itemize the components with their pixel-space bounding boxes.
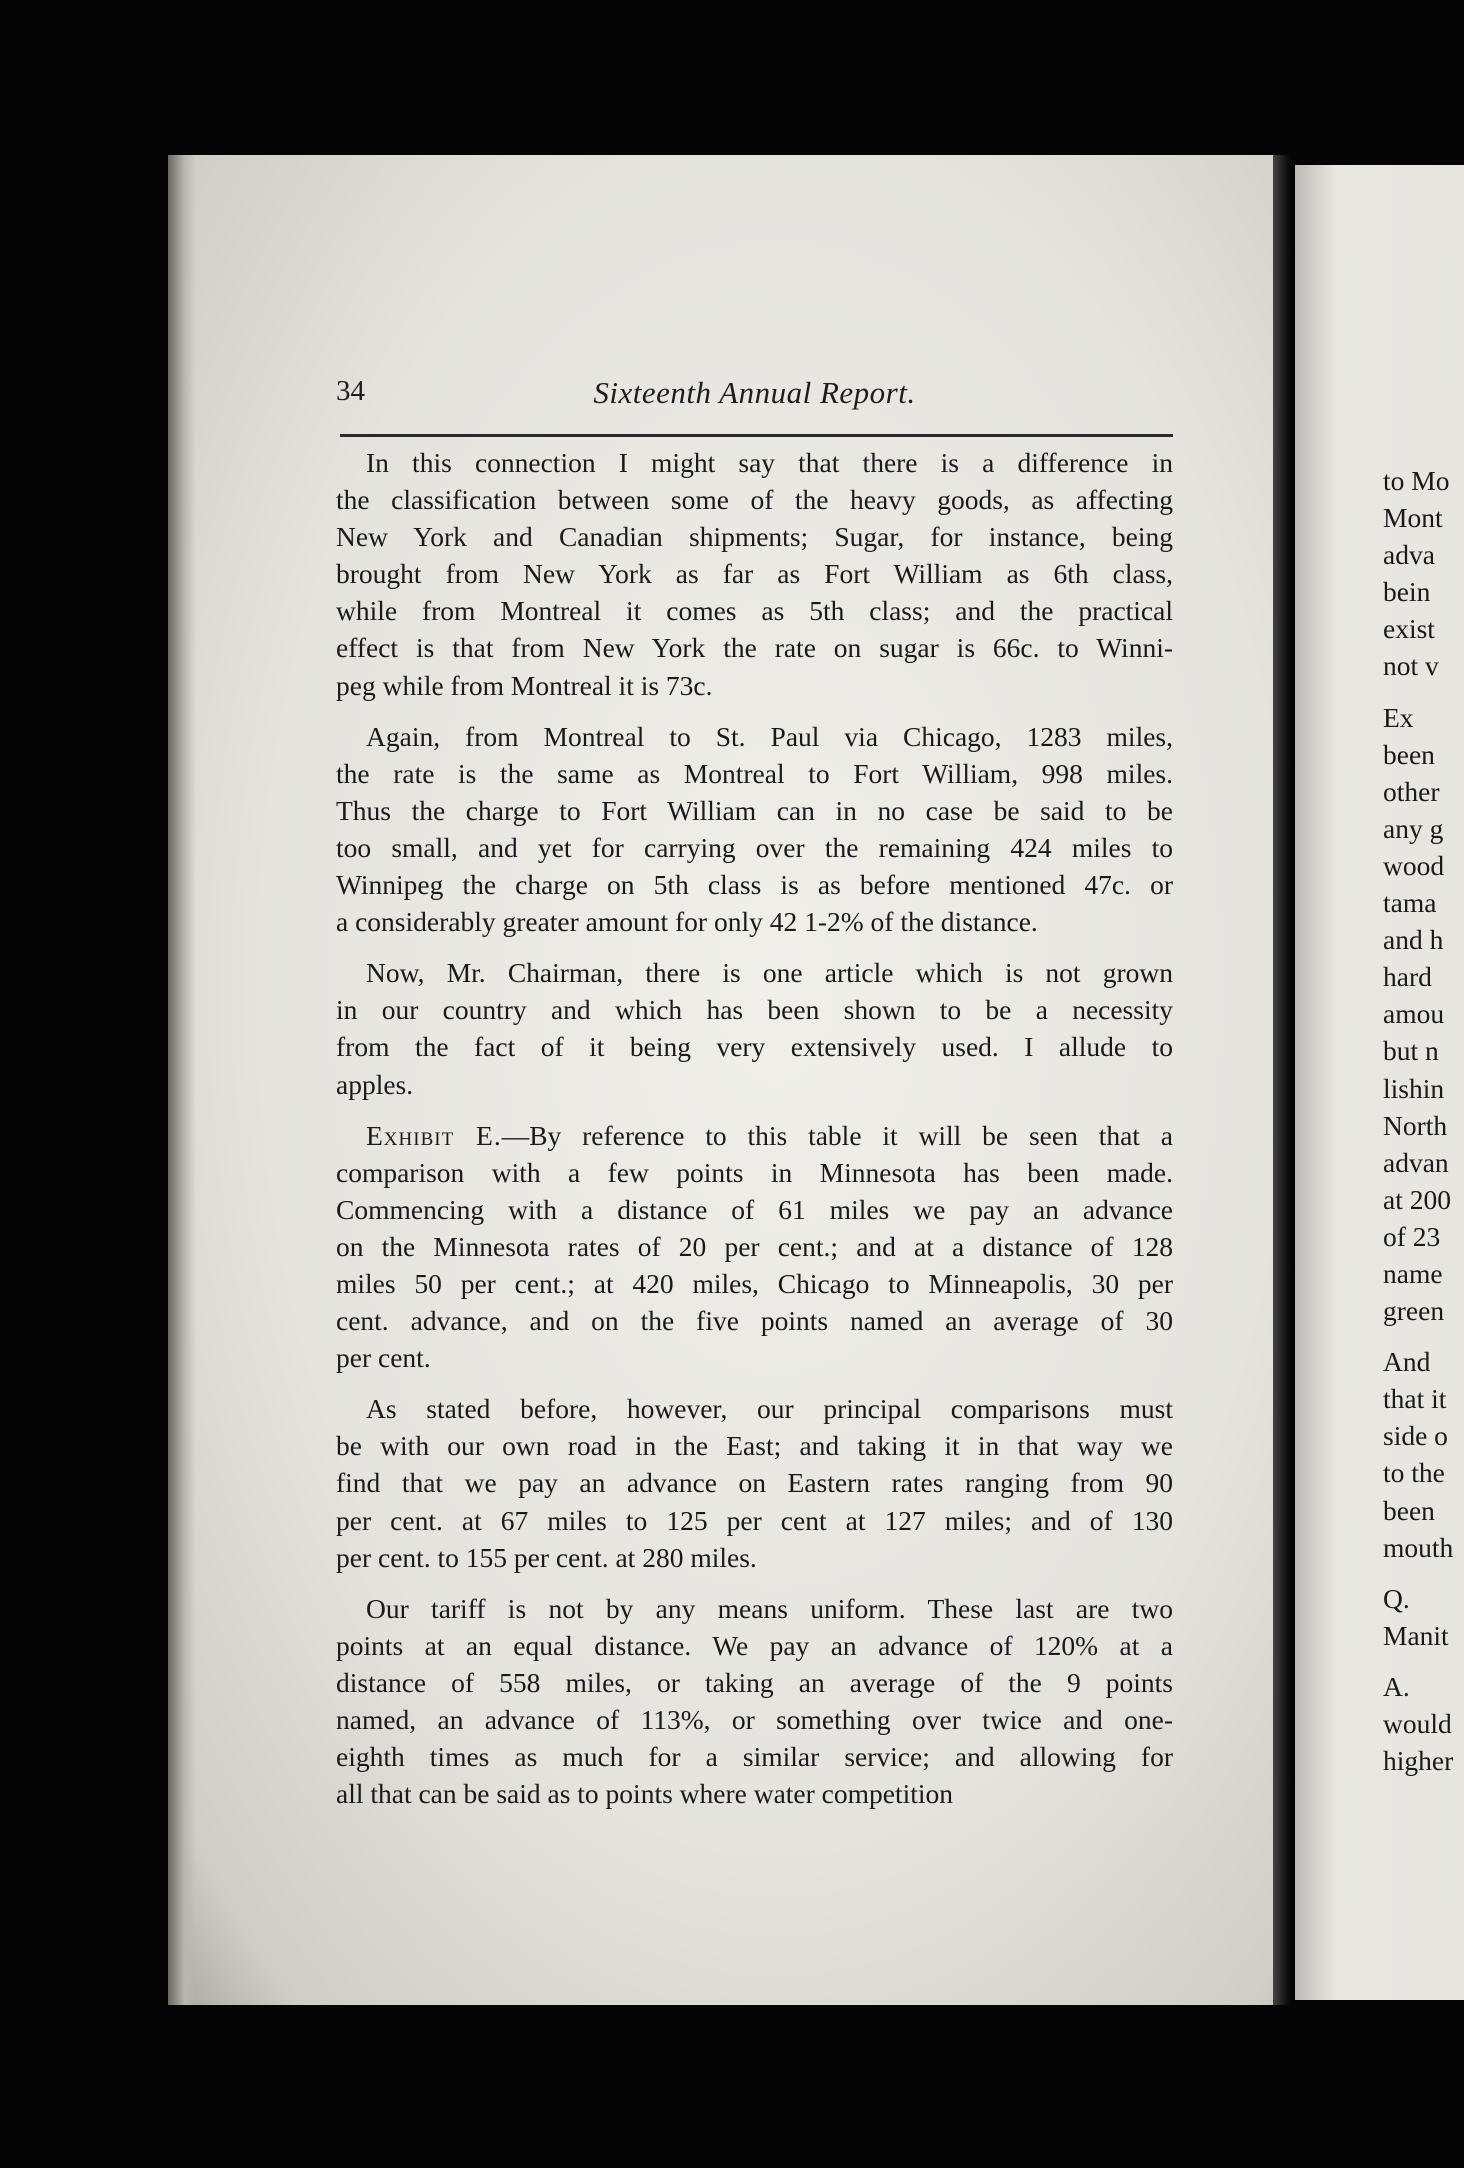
facing-line-fragment: other [1383, 775, 1440, 807]
facing-line-fragment: A. [1383, 1670, 1410, 1702]
paragraph [336, 1117, 1173, 1377]
text-line: eighth times as much for a similar service; and allowing for [336, 1741, 1173, 1773]
paragraph [336, 1590, 1173, 1813]
facing-line-fragment: that it [1383, 1383, 1447, 1415]
text-line: brought from New York as far as Fort William as 6th class, [336, 558, 1173, 590]
fragment-gap [1383, 1329, 1464, 1343]
text-line: the rate is the same as Montreal to Fort William, 998 miles. [336, 757, 1173, 789]
text-line: Winnipeg the charge on 5th class is as before mentioned 47c. or [336, 869, 1173, 901]
text-line: comparison with a few points in Minnesota has been made. [336, 1156, 1173, 1188]
book-gutter [1273, 155, 1295, 2005]
facing-line-fragment: been [1383, 738, 1435, 770]
text-line-rest: —By reference to this table it will be seen that a [501, 1119, 1173, 1151]
text-line: be with our own road in the East; and taking it in that way we [336, 1430, 1173, 1462]
facing-line-fragment: Manit [1383, 1619, 1449, 1651]
text-line: peg while from Montreal it is 73c. [336, 669, 713, 701]
facing-line-fragment: would [1383, 1708, 1452, 1739]
text-line: too small, and yet for carrying over the remaining 424 miles to [336, 831, 1173, 863]
text-line: cent. advance, and on the five points named an average of 30 [336, 1305, 1173, 1337]
paragraph [336, 718, 1173, 941]
facing-line-fragment: lishin [1383, 1072, 1445, 1104]
facing-line-fragment: not v [1383, 650, 1439, 682]
facing-line-fragment: to the [1383, 1457, 1445, 1489]
text-line: find that we pay an advance on Eastern rates ranging from 90 [336, 1467, 1173, 1499]
paragraph [336, 444, 1173, 704]
facing-line-fragment: at 200 [1383, 1183, 1451, 1215]
text-line [336, 1117, 1173, 1154]
text-line: while from Montreal it comes as 5th class; and the practical [336, 595, 1173, 627]
text-line: points at an equal distance. We pay an advance of 120% at a [336, 1629, 1173, 1661]
header-rule [340, 434, 1173, 437]
text-line: distance of 558 miles, or taking an average of the 9 points [336, 1666, 1173, 1698]
text-line: Thus the charge to Fort William can in no case be said to be [336, 794, 1173, 826]
text-line: in our country and which has been shown to be a necessity [336, 994, 1173, 1026]
text-line: per cent. at 67 miles to 125 per cent at 127 miles; and of 130 [336, 1504, 1173, 1536]
text-line: Our tariff is not by any means uniform. These last are two [366, 1592, 1173, 1624]
fragment-gap [1383, 685, 1464, 699]
facing-line-fragment: advan [1383, 1146, 1449, 1178]
facing-line-fragment: side o [1383, 1420, 1448, 1452]
text-line: New York and Canadian shipments; Sugar, for instance, being [336, 521, 1173, 553]
facing-line-fragment: Mont [1383, 502, 1443, 534]
facing-line-fragment: bein [1383, 576, 1431, 608]
paragraph [336, 1390, 1173, 1575]
text-line: Again, from Montreal to St. Paul via Chicago, 1283 miles, [366, 720, 1173, 752]
facing-line-fragment: And [1383, 1346, 1431, 1378]
text-line: effect is that from New York the rate on sugar is 66c. to Winni- [336, 632, 1173, 664]
text-line: from the fact of it being very extensively used. I allude to [336, 1031, 1173, 1063]
facing-line-fragment: North [1383, 1109, 1448, 1141]
text-line: per cent. [336, 1342, 431, 1374]
facing-line-fragment: name [1383, 1257, 1443, 1289]
fragment-gap [1383, 1654, 1464, 1668]
text-line: Commencing with a distance of 61 miles we pay an advance [336, 1193, 1173, 1225]
exhibit-label: Exhibit E. [366, 1119, 502, 1151]
running-title: Sixteenth Annual Report. [593, 375, 916, 410]
text-line: named, an advance of 113%, or something over twice and one- [336, 1704, 1173, 1735]
text-line: As stated before, however, our principal comparisons must [366, 1393, 1173, 1425]
text-line: on the Minnesota rates of 20 per cent.; and at a distance of 128 [336, 1230, 1173, 1262]
text-line: Now, Mr. Chairman, there is one article which is not grown [366, 957, 1173, 989]
facing-line-fragment: higher [1383, 1745, 1454, 1777]
facing-line-fragment: Ex [1383, 701, 1414, 733]
facing-page-text [1383, 462, 1464, 1779]
text-line: a considerably greater amount for only 42 1-2% of the distance. [336, 906, 1038, 938]
facing-line-fragment: been [1383, 1494, 1435, 1526]
text-line: miles 50 per cent.; at 420 miles, Chicago to Minneapolis, 30 per [336, 1267, 1173, 1299]
facing-line-fragment: adva [1383, 539, 1435, 571]
text-line: the classification between some of the heavy goods, as affecting [336, 484, 1173, 516]
facing-line-fragment: wood [1383, 849, 1445, 881]
facing-line-fragment: but n [1383, 1035, 1439, 1067]
text-line: In this connection I might say that there is a difference in [366, 447, 1173, 478]
page-header [336, 375, 1173, 415]
body-text [336, 444, 1173, 1826]
facing-line-fragment: green [1383, 1295, 1445, 1327]
facing-line-fragment: Q. [1383, 1582, 1410, 1614]
facing-page [1295, 165, 1464, 2000]
paragraph [336, 954, 1173, 1102]
facing-line-fragment: amou [1383, 998, 1445, 1030]
facing-line-fragment: exist [1383, 613, 1435, 645]
text-line: apples. [336, 1068, 414, 1100]
facing-line-fragment: any g [1383, 812, 1444, 844]
facing-line-fragment: mouth [1383, 1531, 1454, 1563]
facing-line-fragment: and h [1383, 924, 1444, 956]
page-number: 34 [336, 375, 365, 407]
text-line: per cent. to 155 per cent. at 280 miles. [336, 1541, 757, 1573]
text-line: all that can be said as to points where water competition [336, 1778, 954, 1810]
facing-line-fragment: hard [1383, 961, 1432, 993]
facing-line-fragment: to Mo [1383, 465, 1450, 496]
facing-line-fragment: tama [1383, 887, 1437, 919]
fragment-gap [1383, 1566, 1464, 1580]
facing-line-fragment: of 23 [1383, 1220, 1441, 1252]
